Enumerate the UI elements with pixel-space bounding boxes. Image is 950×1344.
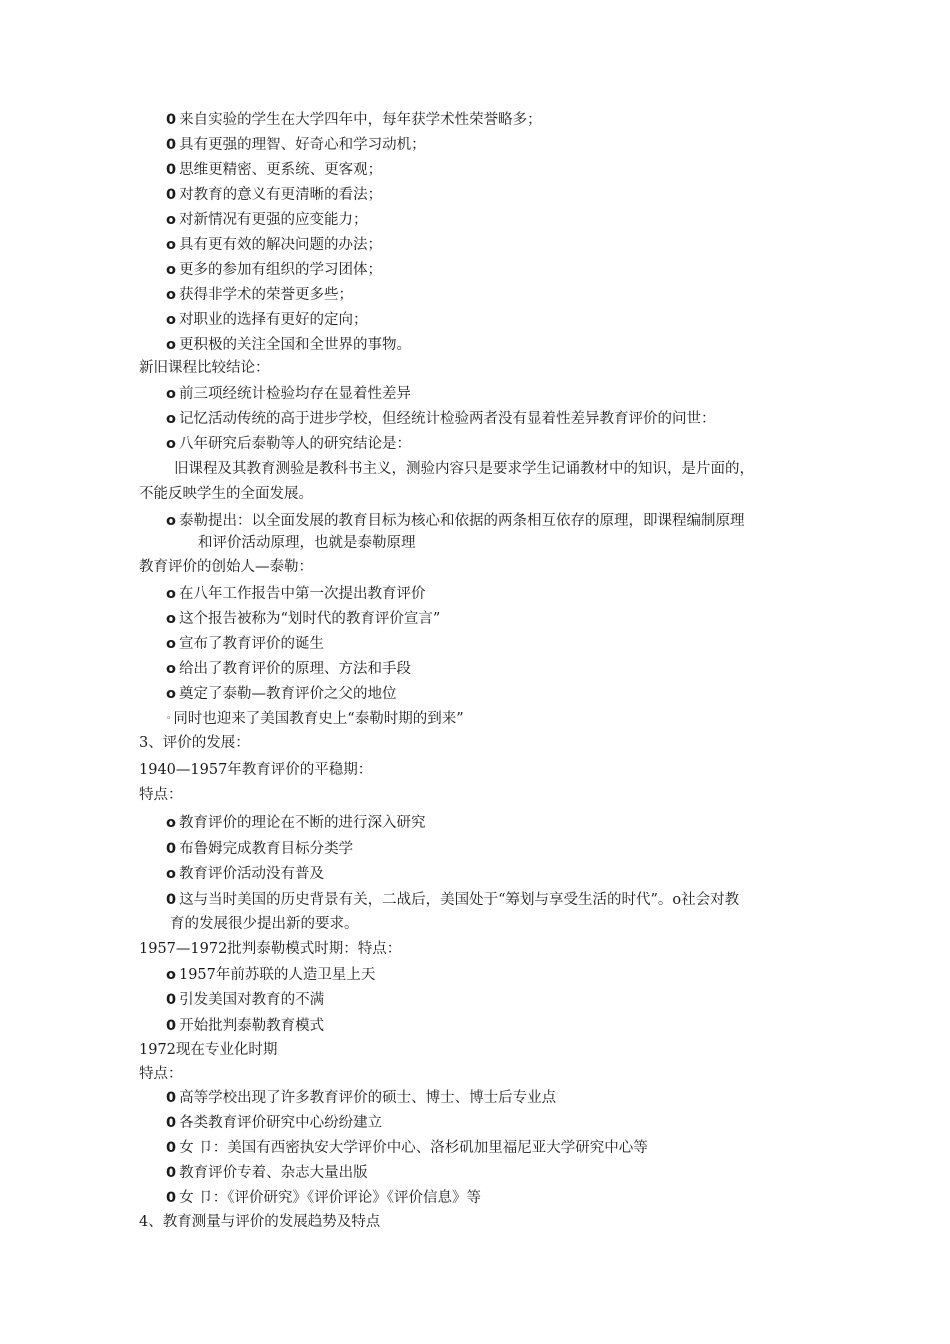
- list-item: [166, 1138, 648, 1158]
- bullet-marker: 0: [166, 187, 177, 203]
- list-item: [166, 1188, 481, 1208]
- line-text: 更多的参加有组织的学习团体；: [178, 262, 382, 278]
- line-text: 泰勒提出：以全面发展的教育目标为核心和依据的两条相互依存的原理，即课程编制原理: [178, 513, 745, 529]
- bullet-marker: o: [166, 513, 176, 529]
- bullet-marker: 0: [166, 137, 177, 153]
- bullet-marker: o: [166, 815, 176, 831]
- list-item: [166, 310, 367, 330]
- list-item: [166, 185, 382, 205]
- period-heading: 1972现在专业化时期: [139, 1042, 278, 1058]
- line-text: 具有更有效的解决问题的办法；: [178, 237, 382, 253]
- list-item: [166, 160, 382, 180]
- bullet-marker: o: [166, 386, 176, 402]
- line-text: 宣布了教育评价的诞生: [178, 636, 324, 652]
- line-text: 教育评价专着、杂志大量出版: [179, 1165, 368, 1181]
- bullet-marker: 0: [166, 1165, 177, 1181]
- list-item: [166, 1113, 382, 1133]
- line-text: 前三项经统计检验均存在显着性差异: [178, 386, 411, 402]
- list-item: [166, 235, 382, 255]
- list-item: [166, 210, 367, 230]
- line-text: 引发美国对教育的不满: [179, 992, 325, 1008]
- list-item: [166, 434, 411, 454]
- list-item: [166, 839, 353, 859]
- list-item: [166, 335, 411, 355]
- line-text: 更积极的关注全国和全世界的事物。: [178, 337, 411, 353]
- bullet-marker: 0: [166, 1090, 177, 1106]
- bullet-marker: o: [166, 686, 176, 702]
- paragraph-line: 不能反映学生的全面发展。: [139, 486, 313, 502]
- list-item: [166, 659, 411, 679]
- bullet-marker: 0: [166, 162, 177, 178]
- list-item: [166, 864, 324, 884]
- list-item: [166, 813, 425, 833]
- line-text: 来自实验的学生在大学四年中，每年获学术性荣誉略多；: [179, 112, 542, 128]
- line-text: 教育评价的理论在不断的进行深入研究: [178, 815, 426, 831]
- list-item: [166, 990, 324, 1010]
- line-text: 女 卩：美国有西密执安大学评价中心、洛杉矶加里福尼亚大学研究中心等: [179, 1140, 648, 1156]
- line-text: 1957年前苏联的人造卫星上天: [178, 967, 376, 983]
- list-item: [166, 1088, 556, 1108]
- line-text: 教育评价活动没有普及: [178, 866, 324, 882]
- line-text: 奠定了泰勒—教育评价之父的地位: [178, 686, 397, 702]
- list-item: [166, 135, 426, 155]
- bullet-marker: 0: [166, 1190, 177, 1206]
- line-text: 思维更精密、更系统、更客观；: [179, 162, 383, 178]
- bullet-marker: 0: [166, 892, 177, 908]
- section-heading: 特点：: [139, 1066, 183, 1082]
- line-text: 对新情况有更强的应变能力；: [178, 212, 368, 228]
- line-text: 获得非学术的荣誉更多些；: [178, 287, 353, 303]
- bullet-marker: 0: [166, 992, 177, 1008]
- bullet-marker: o: [166, 337, 176, 353]
- list-item: [166, 634, 324, 654]
- bullet-marker: o: [166, 411, 176, 427]
- line-text: 八年研究后泰勒等人的研究结论是：: [178, 436, 411, 452]
- section-heading: 新旧课程比较结论：: [139, 360, 270, 376]
- line-text: 对职业的选择有更好的定向；: [178, 312, 368, 328]
- line-text: 给出了教育评价的原理、方法和手段: [178, 661, 411, 677]
- line-text: 布鲁姆完成教育目标分类学: [179, 841, 354, 857]
- bullet-marker: o: [166, 436, 176, 452]
- bullet-marker: o: [166, 212, 176, 228]
- bullet-marker: o: [166, 287, 176, 303]
- section-heading: 3、评价的发展：: [139, 735, 250, 751]
- list-item: [166, 1163, 368, 1183]
- section-heading: 教育评价的创始人—泰勒：: [139, 559, 313, 575]
- list-item: [166, 890, 739, 910]
- bullet-marker: 0: [166, 112, 177, 128]
- bullet-marker: o: [166, 661, 176, 677]
- line-text: 记忆活动传统的高于进步学校，但经统计检验两者没有显着性差异教育评价的问世：: [178, 411, 716, 427]
- bullet-marker: 0: [166, 841, 177, 857]
- bullet-marker: 0: [166, 1140, 177, 1156]
- period-heading: 1957—1972批判泰勒模式时期：特点：: [139, 941, 402, 957]
- bullet-marker: o: [166, 611, 176, 627]
- list-item: [166, 409, 715, 429]
- list-item: [166, 965, 375, 985]
- line-text: 具有更强的理智、好奇心和学习动机；: [179, 137, 426, 153]
- bullet-marker: 0: [166, 1018, 177, 1034]
- line-text: 这个报告被称为“划时代的教育评价宣言”: [178, 611, 441, 627]
- paragraph-line: 和评价活动原理，也就是泰勒原理: [198, 535, 416, 551]
- line-text: 这与当时美国的历史背景有关，二战后，美国处于“筹划与享受生活的时代”。o社会对教: [179, 892, 740, 908]
- line-text: 在八年工作报告中第一次提出教育评价: [178, 586, 426, 602]
- paragraph-line: 育的发展很少提出新的要求。: [170, 916, 359, 932]
- bullet-marker: o: [166, 967, 176, 983]
- line-text: 高等学校出现了许多教育评价的硕士、博士、博士后专业点: [179, 1090, 557, 1106]
- bullet-marker: o: [166, 866, 176, 882]
- list-item: [166, 709, 464, 729]
- bullet-marker: o: [166, 312, 176, 328]
- section-heading: 4、教育测量与评价的发展趋势及特点: [139, 1214, 381, 1230]
- bullet-marker: o: [166, 262, 176, 278]
- bullet-marker: 0: [166, 1115, 177, 1131]
- list-item: [166, 1016, 324, 1036]
- list-item: [166, 260, 382, 280]
- line-text: 同时也迎来了美国教育史上“泰勒时期的到来”: [173, 711, 464, 727]
- period-heading: 1940—1957年教育评价的平稳期：: [139, 762, 373, 778]
- line-text: 对教育的意义有更清晰的看法；: [179, 187, 383, 203]
- list-item: [166, 609, 440, 629]
- bullet-marker: ◦: [166, 714, 172, 724]
- list-item: [166, 110, 542, 130]
- list-item: [166, 684, 396, 704]
- line-text: 女 卩：《评价研究》《评价评论》《评价信息》等: [179, 1190, 481, 1206]
- bullet-marker: o: [166, 636, 176, 652]
- line-text: 各类教育评价研究中心纷纷建立: [179, 1115, 383, 1131]
- bullet-marker: o: [166, 586, 176, 602]
- paragraph-line: 旧课程及其教育测验是教科书主义，测验内容只是要求学生记诵教材中的知识，是片面的，: [174, 461, 754, 477]
- list-item: [166, 511, 744, 531]
- line-text: 开始批判泰勒教育模式: [179, 1018, 325, 1034]
- bullet-marker: o: [166, 237, 176, 253]
- list-item: [166, 584, 425, 604]
- section-heading: 特点：: [139, 787, 183, 803]
- list-item: [166, 384, 411, 404]
- list-item: [166, 285, 353, 305]
